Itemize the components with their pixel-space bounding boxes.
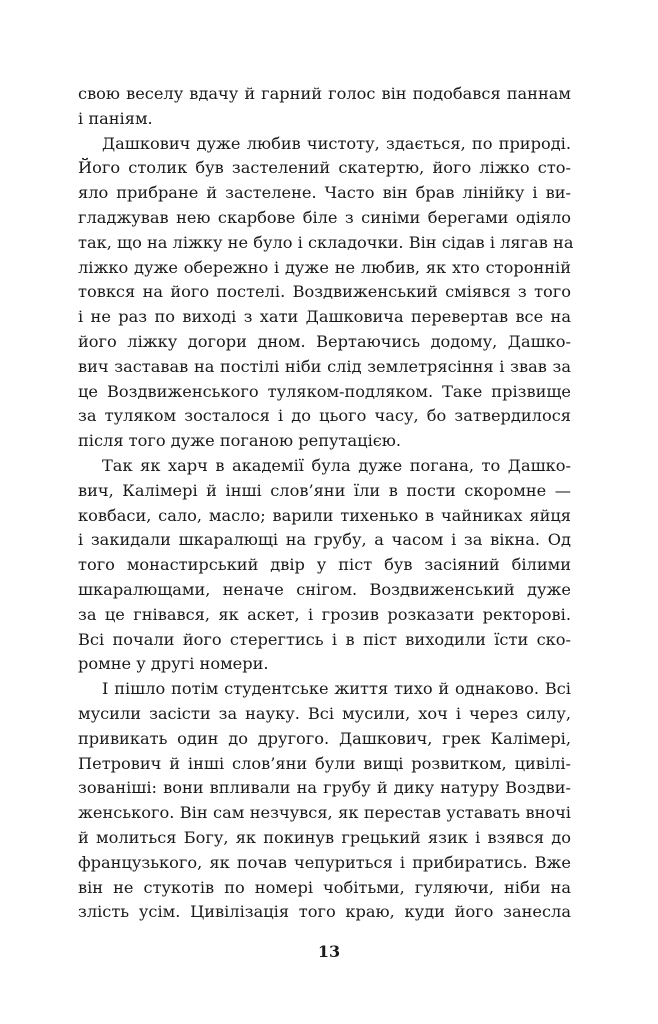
text-line: ліжко дуже обережно і дуже не любив, як хто сторонній bbox=[78, 257, 571, 277]
text-line: Петрович й інші слов’яни були вищі розвитком, цивілі- bbox=[78, 753, 571, 773]
text-line: мусили засісти за науку. Всі мусили, хоч і через силу, bbox=[78, 703, 571, 723]
text-line: і закидали шкаралющі на грубу, а часом і за вікна. Од bbox=[78, 530, 571, 550]
text-line: так, що на ліжку не було і складочки. Він сідав і лягав на bbox=[78, 232, 574, 252]
text-line: ромне у другі номери. bbox=[78, 654, 269, 674]
text-line: товкся на його постелі. Воздвиженський сміявся з того bbox=[78, 282, 571, 302]
text-line: Дашкович дуже любив чистоту, здається, по природі. bbox=[102, 133, 571, 153]
paragraph bbox=[78, 82, 571, 132]
text-line: гладжував нею скарбове біле з синіми берегами одіяло bbox=[78, 207, 571, 227]
text-line: шкаралющами, неначе снігом. Воздвиженський дуже bbox=[78, 579, 571, 599]
paragraph bbox=[78, 454, 571, 677]
text-line: за туляком зосталося і до цього часу, бо затвердилося bbox=[78, 406, 571, 426]
text-line: після того дуже поганою репутацією. bbox=[78, 431, 402, 451]
text-line: того монастирський двір у піст був засіяний білими bbox=[78, 555, 571, 575]
text-line: ковбаси, сало, масло; варили тихенько в чайниках яйця bbox=[78, 505, 571, 525]
text-line: це Воздвиженського туляком-подляком. Таке прізвище bbox=[78, 381, 571, 401]
paragraph bbox=[78, 677, 571, 925]
text-line: женського. Він сам незчувся, як перестав уставать вночі bbox=[78, 803, 571, 823]
text-line: Так як харч в академії була дуже погана, то Дашко- bbox=[102, 455, 571, 475]
text-line: Всі почали його стерегтись і в піст виходили їсти ско- bbox=[78, 629, 571, 649]
text-line: яло прибране й застелене. Часто він брав лінійку і ви- bbox=[78, 183, 571, 203]
text-line: зованіші: вони впливали на грубу й дику натуру Воздви- bbox=[78, 778, 571, 798]
page-text bbox=[78, 82, 574, 925]
text-line: привикать один до другого. Дашкович, грек Калімері, bbox=[78, 728, 571, 748]
text-line: свою веселу вдачу й гарний голос він подобався паннам bbox=[78, 84, 571, 103]
text-line: вич заставав на постілі ніби слід землетрясіння і звав за bbox=[78, 356, 571, 376]
text-line: й молиться Богу, як покинув грецький язик і взявся до bbox=[78, 827, 571, 847]
text-line: Його столик був застелений скатертю, його ліжко сто- bbox=[78, 158, 571, 178]
text-line: він не стукотів по номері чобітьми, гуляючи, ніби на bbox=[78, 877, 571, 897]
text-line: вич, Калімері й інші слов’яни їли в пости скоромне — bbox=[78, 480, 571, 500]
text-line: французького, як почав чепуриться і прибиратись. Вже bbox=[78, 852, 571, 872]
text-line: і паніям. bbox=[78, 108, 153, 128]
text-line: за це гнівався, як аскет, і грозив розказати ректорові. bbox=[78, 604, 571, 624]
text-line: злість усім. Цивілізація того краю, куди його занесла bbox=[78, 902, 571, 922]
text-line: і не раз по виході з хати Дашковича перевертав все на bbox=[78, 307, 571, 327]
paragraph bbox=[78, 132, 574, 454]
text-line: І пішло потім студентське життя тихо й однаково. Всі bbox=[102, 679, 571, 699]
page-number: 13 bbox=[317, 942, 341, 961]
text-line: його ліжку догори дном. Вертаючись додому, Дашко- bbox=[78, 331, 571, 351]
